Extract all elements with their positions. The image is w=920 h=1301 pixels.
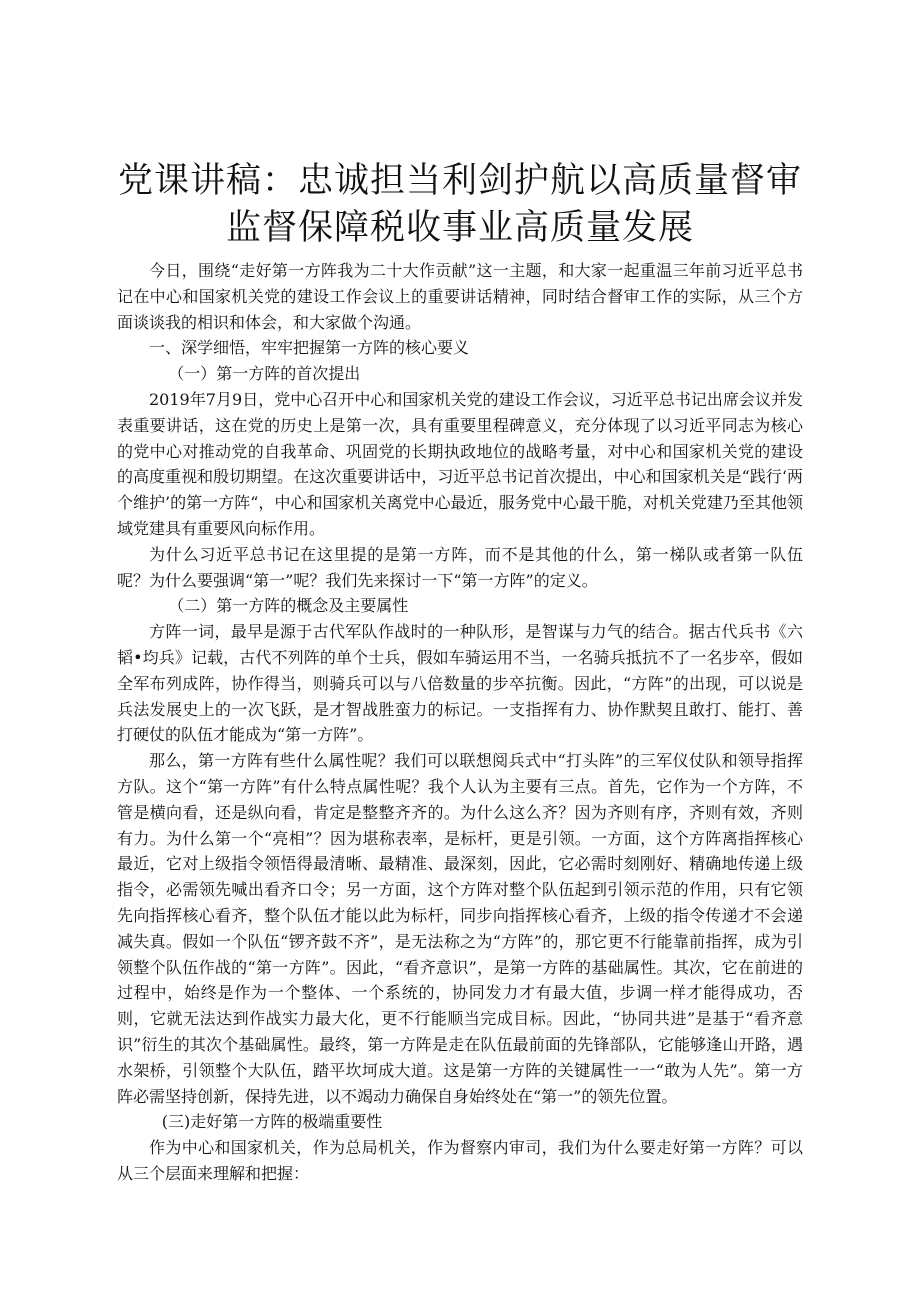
body-paragraph: 2019年7月9日，党中心召开中心和国家机关党的建设工作会议，习近平总书记出席会议并发表重要讲话，这在党的历史上是第一次，具有重要里程碑意义，充分体现了以习近平同志为核心的党中心对推动党的自我革命、巩固党的长期执政地位的战略考量，对中心和国家机关党的建设的高度重视和殷切期望。在这次重要讲话中，习近平总书记首次提出，中心和国家机关是“践行‘两个维护’的第一方阵“，中心和国家机关离党中心最近，服务党中心最干脆，对机关党建乃至其他领域党建具有重要风向标作用。 (117, 389, 803, 538)
subsection-heading-2: （二）第一方阵的概念及主要属性 (168, 596, 409, 616)
document-body (117, 258, 803, 1187)
body-paragraph: 为什么习近平总书记在这里提的是第一方阵，而不是其他的什么，第一梯队或者第一队伍呢？为什么要强调“第一”呢？我们先来探讨一下“第一方阵”的定义。 (117, 544, 803, 590)
body-paragraph: 方阵一词，最早是源于古代军队作战时的一种队形，是智谋与力气的结合。据古代兵书《六韬•均兵》记载，古代不列阵的单个士兵，假如车骑运用不当，一名骑兵抵抗不了一名步卒，假如全军布列成阵，协作得当，则骑兵可以与八倍数量的步卒抗衡。因此，“方阵”的出现，可以说是兵法发展史上的一次飞跃，是才智战胜蛮力的标记。一支指挥有力、协作默契且敢打、能打、善打硬仗的队伍才能成为“第一方阵”。 (117, 622, 803, 745)
document-title: 党课讲稿：忠诚担当利剑护航以高质量督审监督保障税收事业高质量发展 (117, 161, 802, 248)
body-paragraph: 作为中心和国家机关，作为总局机关，作为督察内审司，我们为什么要走好第一方阵？可以从三个层面来理解和把握： (117, 1138, 803, 1183)
subsection-heading-1: （一）第一方阵的首次提出 (168, 364, 361, 384)
intro-paragraph: 今日，围绕“走好第一方阵我为二十大作贡献”这一主题，和大家一起重温三年前习近平总书记在中心和国家机关党的建设工作会议上的重要讲话精神，同时结合督审工作的实际，从三个方面谈谈我的相识和体会，和大家做个沟通。 (117, 261, 803, 332)
subsection-heading-3: (三)走好第一方阵的极端重要性 (161, 1112, 383, 1132)
section-heading-1: 一、深学细悟，牢牢把握第一方阵的核心要义 (149, 338, 470, 358)
body-paragraph: 那么，第一方阵有些什么属性呢？我们可以联想阅兵式中“打头阵”的三军仪仗队和领导指挥方队。这个“第一方阵”有什么特点属性呢？我个人认为主要有三点。首先，它作为一个方阵，不管是横向看，还是纵向看，肯定是整整齐齐的。为什么这么齐？因为齐则有序，齐则有效，齐则有力。为什么第一个“亮相”？因为堪称表率，是标杆，更是引领。一方面，这个方阵离指挥核心最近，它对上级指令领悟得最清晰、最精准、最深刻，因此，它必需时刻刚好、精确地传递上级指令，必需领先喊出看齐口令；另一方面，这个方阵对整个队伍起到引领示范的作用，只有它领先向指挥核心看齐，整个队伍才能以此为标杆，同步向指挥核心看齐，上级的指令传递才不会递减失真。假如一个队伍“锣齐鼓不齐”，是无法称之为“方阵”的，那它更不行能靠前指挥，成为引领整个队伍作战的“第一方阵”。因此，“看齐意识”，是第一方阵的基础属性。其次，它在前进的过程中，始终是作为一个整体、一个系统的，协同发力才有最大值，步调一样才能得成功，否则，它就无法达到作战实力最大化，更不行能顺当完成目标。因此，“协同共进”是基于“看齐意识”衍生的其次个基础属性。最终，第一方阵是走在队伍最前面的先锋部队，它能够逢山开路，遇水架桥，引领整个大队伍，踏平坎坷成大道。这是第一方阵的关键属性一一“敢为人先”。第一方阵必需坚持创新，保持先进，以不竭动力确保自身始终处在“第一”的领先位置。 (117, 751, 803, 1106)
